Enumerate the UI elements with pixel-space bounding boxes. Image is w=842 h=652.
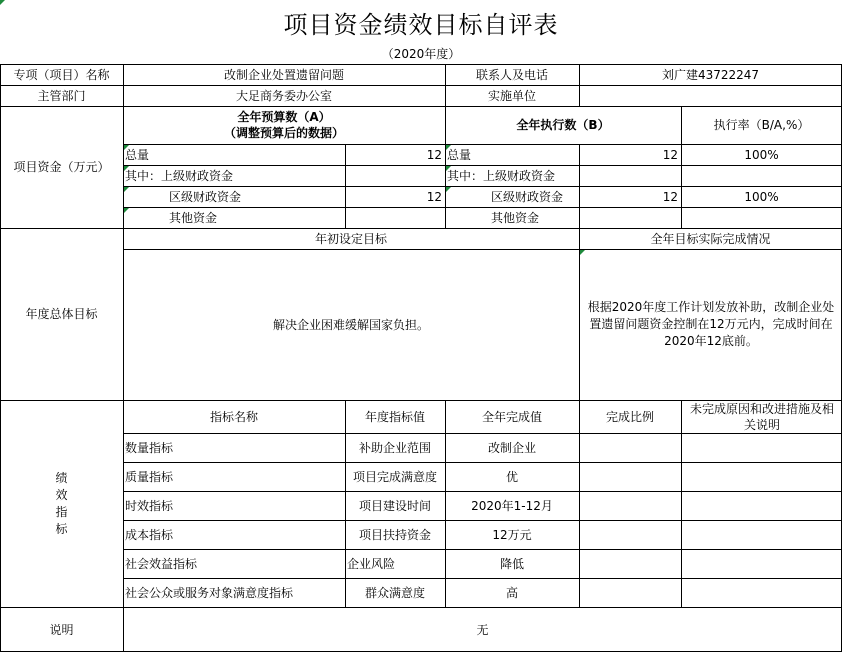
budget-row-label: 总量 — [125, 147, 150, 162]
budget-row-value: 12 — [426, 189, 442, 204]
rate-header: 执行率（B/A,%） — [713, 118, 810, 132]
grid-line — [0, 85, 842, 86]
rate-row-value: 100% — [744, 147, 779, 162]
grid-line — [0, 228, 842, 229]
grid-line — [123, 207, 842, 208]
initial-goal-text: 解决企业困难缓解国家负担。 — [272, 317, 429, 332]
indicator-category: 时效指标 — [125, 498, 174, 513]
form-year: （2020年度） — [381, 47, 461, 61]
grid-line — [445, 400, 446, 607]
form-title: 项目资金绩效目标自评表 — [283, 10, 559, 39]
contact-label: 联系人及电话 — [475, 67, 548, 82]
cell-marker-icon — [124, 208, 129, 213]
grid-line — [123, 520, 842, 521]
indicator-name: 企业风险 — [347, 556, 396, 571]
grid-line — [579, 144, 580, 228]
grid-line — [123, 249, 842, 250]
indicators-label: 绩 效 指 标 — [55, 470, 68, 536]
budget-row-label: 其中：上级财政资金 — [125, 168, 234, 183]
reason-header: 未完成原因和改进措施及相关说明 — [690, 401, 834, 432]
actual-goal-header: 全年目标实际完成情况 — [650, 231, 771, 246]
budget-row-label: 区级财政资金 — [169, 189, 242, 204]
cell-marker-icon — [446, 187, 451, 192]
indicator-value: 2020年1-12月 — [471, 498, 553, 513]
completion-ratio-header: 完成比例 — [605, 409, 654, 424]
budget-row-label: 其他资金 — [169, 210, 218, 225]
grid-line — [0, 400, 842, 401]
contact-value: 刘广建43722247 — [661, 67, 760, 82]
implementing-unit-label: 实施单位 — [487, 88, 536, 103]
grid-line — [681, 400, 682, 607]
grid-line — [0, 64, 842, 65]
exec-row-value: 12 — [662, 189, 678, 204]
indicator-name-header: 指标名称 — [209, 409, 258, 424]
indicator-category: 社会效益指标 — [125, 556, 198, 571]
indicator-category: 质量指标 — [125, 469, 174, 484]
annual-goal-label: 年度总体目标 — [25, 307, 98, 321]
rate-row-value — [681, 207, 842, 228]
budget-header-line2: （调整预算后的数据） — [223, 126, 344, 140]
rate-row-value: 100% — [744, 189, 779, 204]
funds-label: 项目资金（万元） — [13, 160, 110, 174]
indicator-category: 成本指标 — [125, 527, 174, 542]
exec-row-label: 总量 — [447, 147, 472, 162]
grid-line — [0, 607, 842, 608]
exec-row-value — [579, 207, 681, 228]
grid-line — [123, 144, 842, 145]
project-name-label: 专项（项目）名称 — [13, 67, 110, 82]
grid-line — [123, 549, 842, 550]
indicator-value: 改制企业 — [487, 440, 536, 455]
grid-line — [579, 64, 580, 106]
project-name-value: 改制企业处置遗留问题 — [223, 67, 344, 82]
initial-goal-header: 年初设定目标 — [314, 231, 387, 246]
exec-row-label: 区级财政资金 — [491, 189, 564, 204]
department-value: 大足商务委办公室 — [235, 88, 332, 103]
grid-line — [123, 491, 842, 492]
indicator-name: 补助企业范围 — [358, 440, 431, 455]
indicator-value: 降低 — [499, 556, 524, 571]
rate-row-value — [681, 165, 842, 186]
implementing-unit-value — [579, 85, 842, 106]
budget-header-line1: 全年预算数（A） — [237, 110, 331, 124]
budget-header — [123, 106, 445, 144]
actual-goal-text: 根据2020年度工作计划发放补助，改制企业处置遗留问题资金控制在12万元内，完成时间在2020年12底前。 — [587, 300, 835, 348]
exec-row-value: 12 — [662, 147, 678, 162]
cell-marker-icon — [446, 166, 451, 171]
cell-marker-icon — [124, 187, 129, 192]
cell-marker-icon — [124, 145, 129, 150]
note-value: 无 — [476, 622, 489, 637]
grid-line — [123, 578, 842, 579]
cell-marker-icon — [124, 166, 129, 171]
exec-row-label: 其他资金 — [491, 210, 540, 225]
cell-marker-icon — [580, 250, 585, 255]
indicator-name: 项目扶持资金 — [358, 527, 431, 542]
grid-line — [0, 64, 1, 652]
grid-line — [123, 165, 842, 166]
grid-line — [681, 106, 682, 228]
indicator-category: 数量指标 — [125, 440, 174, 455]
budget-row-value — [345, 207, 445, 228]
grid-line — [0, 106, 842, 107]
exec-row-label: 其中：上级财政资金 — [447, 168, 556, 183]
grid-line — [345, 144, 346, 228]
exec-row-value — [579, 165, 681, 186]
budget-row-value — [345, 165, 445, 186]
grid-line — [345, 400, 346, 607]
indicator-category: 社会公众或服务对象满意度指标 — [125, 585, 294, 600]
department-label: 主管部门 — [37, 88, 86, 103]
annual-value-header: 年度指标值 — [364, 409, 425, 424]
indicator-name: 群众满意度 — [364, 585, 425, 600]
indicator-name: 项目完成满意度 — [352, 469, 437, 484]
grid-line — [123, 433, 842, 434]
note-label: 说明 — [49, 622, 74, 637]
cell-marker-icon — [446, 145, 451, 150]
budget-row-value: 12 — [426, 147, 442, 162]
grid-line — [579, 400, 580, 607]
indicator-value: 12万元 — [492, 527, 532, 542]
completed-value-header: 全年完成值 — [481, 409, 542, 424]
indicator-value: 优 — [505, 469, 518, 484]
grid-line — [123, 186, 842, 187]
execution-header: 全年执行数（B） — [516, 118, 610, 132]
indicator-value: 高 — [505, 585, 518, 600]
grid-line — [123, 64, 124, 652]
indicator-name: 项目建设时间 — [358, 498, 431, 513]
grid-line — [123, 462, 842, 463]
